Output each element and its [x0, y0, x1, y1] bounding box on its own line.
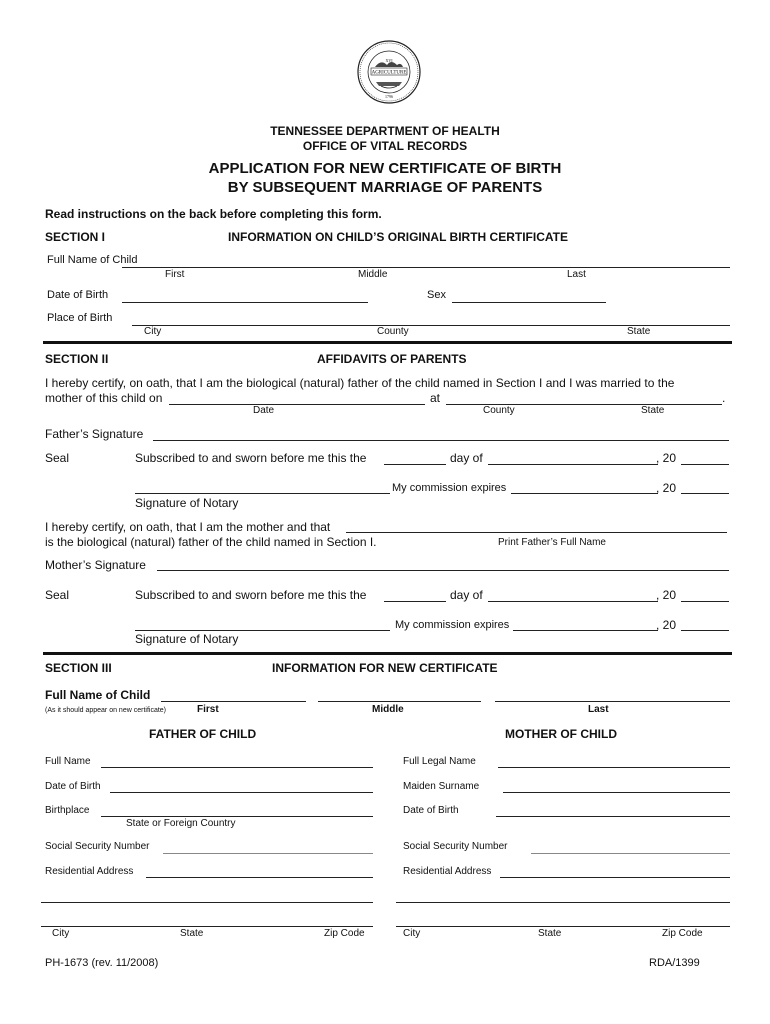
sex-label: Sex	[427, 289, 446, 301]
subscribed-text: Subscribed to and sworn before me this the	[135, 588, 367, 602]
city-caption: City	[52, 928, 70, 939]
commission-year-field[interactable]	[681, 630, 729, 631]
last-caption: Last	[588, 704, 609, 715]
dob-field[interactable]	[122, 302, 368, 303]
state-caption: State	[538, 928, 562, 939]
mother-ssn-field[interactable]	[531, 853, 730, 854]
year-prefix: , 20	[656, 481, 677, 495]
mother-full-name-field[interactable]	[498, 767, 730, 768]
zip-caption: Zip Code	[324, 928, 365, 939]
state-caption: State	[641, 405, 665, 416]
mother-maiden-label: Maiden Surname	[403, 781, 480, 792]
father-heading: FATHER OF CHILD	[149, 727, 257, 741]
mother-dob-label: Date of Birth	[403, 805, 459, 816]
form-title-line2: BY SUBSEQUENT MARRIAGE OF PARENTS	[227, 179, 543, 196]
day-of-text: day of	[450, 588, 483, 602]
seal-label: Seal	[45, 451, 70, 465]
subscribed-text: Subscribed to and sworn before me this the	[135, 451, 367, 465]
year-prefix: , 20	[656, 588, 677, 602]
office-name: OFFICE OF VITAL RECORDS	[302, 139, 468, 153]
year-field[interactable]	[681, 601, 729, 602]
city-caption: City	[403, 928, 421, 939]
rda-number: RDA/1399	[649, 957, 700, 969]
mother-certification-text-2: is the biological (natural) father of the child named in Section I.	[45, 535, 377, 549]
commission-year-field[interactable]	[681, 493, 729, 494]
father-certification-text: I hereby certify, on oath, that I am the biological (natural) father of the child named in Section I and I was married to the	[45, 376, 675, 390]
form-number: PH-1673 (rev. 11/2008)	[45, 957, 159, 969]
svg-text:XVI: XVI	[385, 58, 393, 63]
county-caption: County	[483, 405, 515, 416]
print-father-name-caption: Print Father’s Full Name	[498, 537, 606, 548]
commission-date-field[interactable]	[513, 630, 658, 631]
last-caption: Last	[567, 269, 586, 280]
section1-label: SECTION I	[45, 230, 106, 244]
father-address-label: Residential Address	[45, 866, 134, 877]
commission-date-field[interactable]	[511, 493, 658, 494]
svg-text:1796: 1796	[385, 94, 393, 99]
notary-signature-field[interactable]	[135, 493, 390, 494]
form-title-line1: APPLICATION FOR NEW CERTIFICATE OF BIRTH	[208, 160, 562, 177]
notary-signature-caption: Signature of Notary	[135, 632, 239, 646]
year-prefix: , 20	[656, 618, 677, 632]
month-field[interactable]	[488, 601, 658, 602]
date-caption: Date	[253, 405, 275, 416]
dob-label: Date of Birth	[47, 289, 109, 301]
middle-caption: Middle	[358, 269, 388, 280]
new-full-name-label: Full Name of Child	[45, 688, 151, 702]
as-appear-note: (As it should appear on new certificate)	[45, 707, 167, 714]
mother-signature-label: Mother’s Signature	[45, 558, 146, 572]
mother-address-label: Residential Address	[403, 866, 492, 877]
mother-heading: MOTHER OF CHILD	[505, 727, 617, 741]
day-of-text: day of	[450, 451, 483, 465]
father-certification-text-2: mother of this child on	[45, 391, 163, 405]
svg-text:AGRICULTURE: AGRICULTURE	[371, 70, 407, 76]
mother-dob-field[interactable]	[496, 816, 730, 817]
year-field[interactable]	[681, 464, 729, 465]
seal-label: Seal	[45, 588, 70, 602]
at-text: at	[430, 391, 441, 405]
marriage-date-field[interactable]	[169, 404, 425, 405]
mother-signature-field[interactable]	[157, 570, 729, 571]
father-address-field[interactable]	[146, 877, 373, 878]
mother-ssn-label: Social Security Number	[403, 841, 508, 852]
father-city-state-zip-field[interactable]	[41, 926, 373, 927]
father-full-name-field[interactable]	[101, 767, 373, 768]
first-caption: First	[197, 704, 219, 715]
department-name: TENNESSEE DEPARTMENT OF HEALTH	[270, 124, 500, 138]
instructions-note: Read instructions on the back before completing this form.	[45, 207, 382, 221]
mother-certification-text: I hereby certify, on oath, that I am the mother and that	[45, 520, 331, 534]
new-first-name-field[interactable]	[161, 701, 306, 702]
section2-label: SECTION II	[45, 352, 109, 366]
mother-full-name-label: Full Legal Name	[403, 756, 476, 767]
section2-title: AFFIDAVITS OF PARENTS	[317, 352, 467, 366]
year-prefix: , 20	[656, 451, 677, 465]
child-full-name-field[interactable]	[122, 267, 730, 268]
mother-address-field[interactable]	[500, 877, 730, 878]
father-address-line2-field[interactable]	[41, 902, 373, 903]
father-birthplace-field[interactable]	[101, 816, 373, 817]
new-middle-name-field[interactable]	[318, 701, 481, 702]
section-divider	[43, 341, 732, 344]
place-of-birth-label: Place of Birth	[47, 312, 113, 324]
county-caption: County	[377, 326, 409, 337]
section3-title: INFORMATION FOR NEW CERTIFICATE	[272, 661, 498, 675]
middle-caption: Middle	[372, 704, 404, 715]
new-last-name-field[interactable]	[495, 701, 730, 702]
mother-maiden-field[interactable]	[503, 792, 730, 793]
commission-expires-text: My commission expires	[392, 482, 507, 494]
father-ssn-label: Social Security Number	[45, 841, 150, 852]
notary-signature-caption: Signature of Notary	[135, 496, 239, 510]
month-field[interactable]	[488, 464, 658, 465]
section1-title: INFORMATION ON CHILD’S ORIGINAL BIRTH CERTIFICATE	[228, 230, 568, 244]
father-printed-name-field[interactable]	[346, 532, 727, 533]
period: .	[722, 391, 726, 405]
city-caption: City	[144, 326, 162, 337]
day-field[interactable]	[384, 601, 446, 602]
father-ssn-field[interactable]	[163, 853, 373, 854]
father-signature-field[interactable]	[153, 440, 729, 441]
tennessee-state-seal	[357, 40, 421, 104]
section3-label: SECTION III	[45, 661, 112, 675]
father-dob-label: Date of Birth	[45, 781, 101, 792]
birthplace-hint: State or Foreign Country	[126, 818, 236, 829]
day-field[interactable]	[384, 464, 446, 465]
sex-field[interactable]	[452, 302, 606, 303]
mother-address-line2-field[interactable]	[396, 902, 730, 903]
zip-caption: Zip Code	[662, 928, 703, 939]
commission-expires-text: My commission expires	[395, 619, 510, 631]
child-full-name-label: Full Name of Child	[47, 254, 138, 266]
mother-city-state-zip-field[interactable]	[396, 926, 730, 927]
father-dob-field[interactable]	[110, 792, 373, 793]
state-caption: State	[627, 326, 651, 337]
first-caption: First	[165, 269, 185, 280]
father-birthplace-label: Birthplace	[45, 805, 90, 816]
father-signature-label: Father’s Signature	[45, 427, 144, 441]
section-divider	[43, 652, 732, 655]
state-caption: State	[180, 928, 204, 939]
notary-signature-field[interactable]	[135, 630, 390, 631]
father-full-name-label: Full Name	[45, 756, 91, 767]
